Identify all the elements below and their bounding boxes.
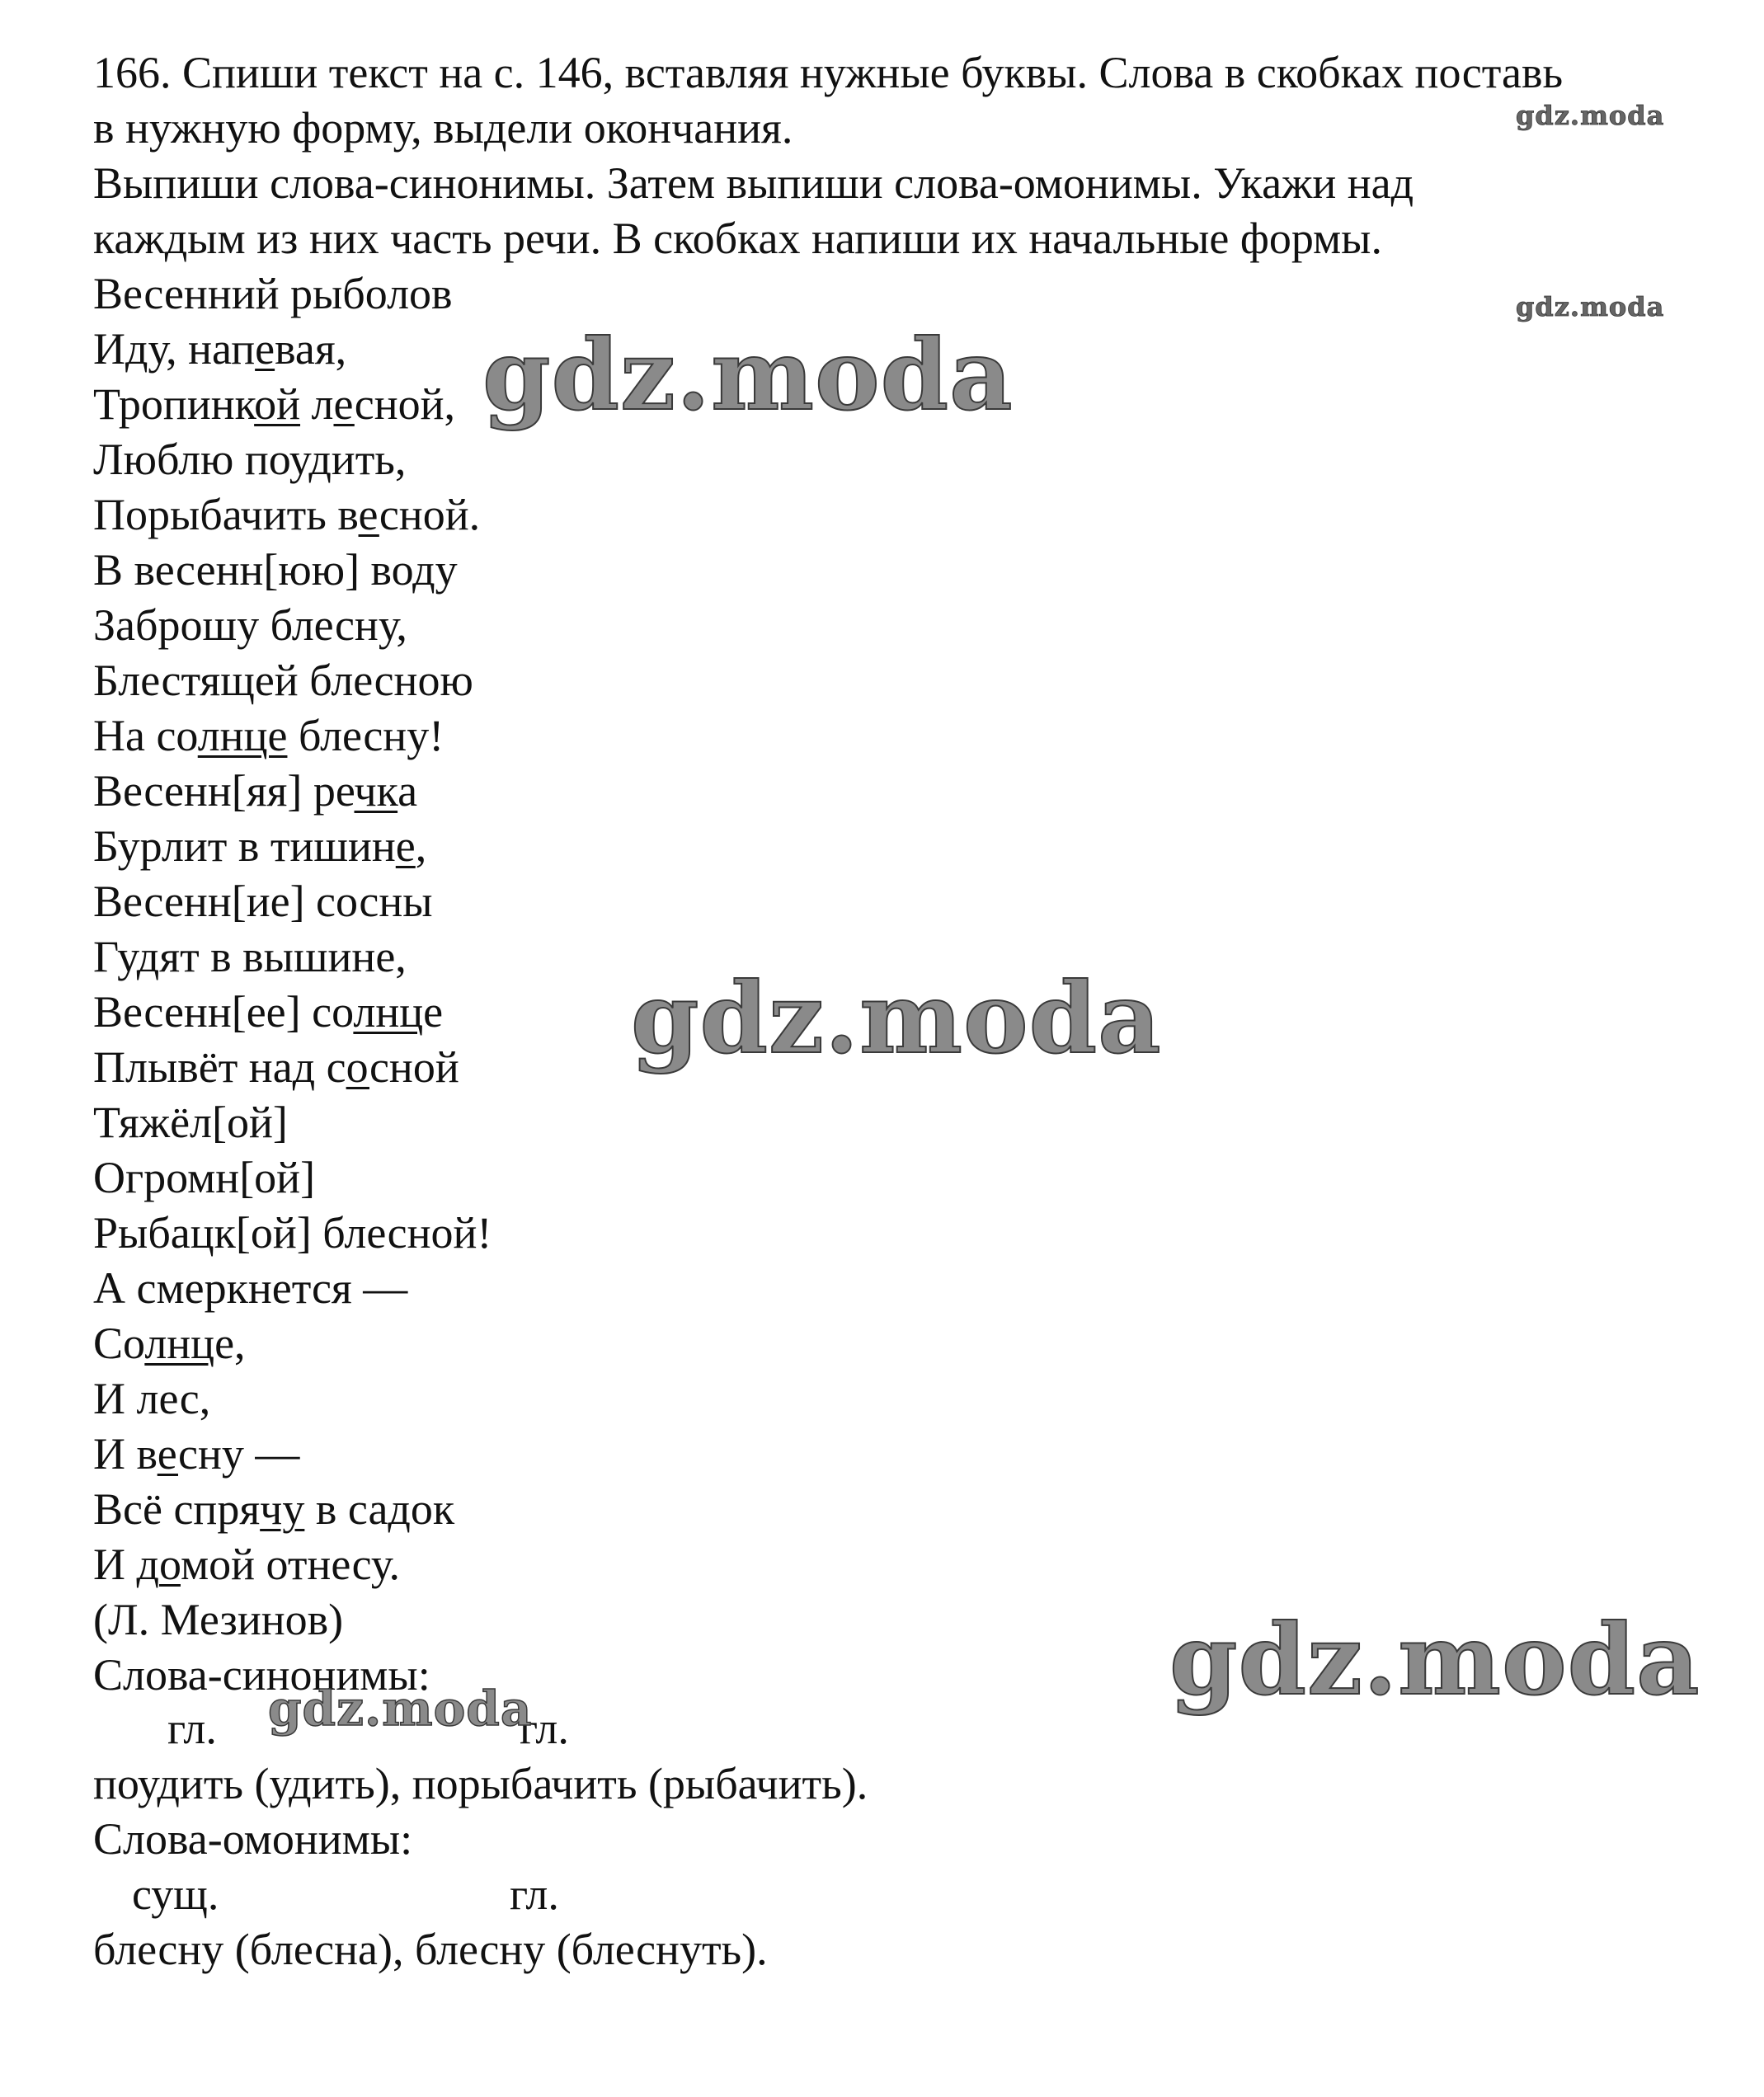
text-segment: сной, xyxy=(354,379,456,429)
text-segment: Люблю поудить, xyxy=(93,435,407,484)
text-segment: вая, xyxy=(275,324,347,374)
text-segment: е, xyxy=(214,1319,246,1368)
poem-line xyxy=(93,1261,407,1315)
poem-line xyxy=(93,487,480,542)
text-segment: В весенн[юю] воду xyxy=(93,545,458,595)
text-segment: И лес, xyxy=(93,1374,211,1423)
text-segment: , xyxy=(415,821,427,871)
part-of-speech-label: гл. xyxy=(520,1704,569,1753)
poem-line xyxy=(93,708,444,763)
text-segment: Весенн[ие] сосны xyxy=(93,877,433,926)
homonyms-label: Слова-омонимы: xyxy=(93,1814,413,1864)
poem-line xyxy=(93,377,455,431)
text-segment: Порыбачить в xyxy=(93,490,359,539)
underlined-segment: е xyxy=(157,1429,178,1479)
text-segment: Гудят в вышине, xyxy=(93,932,407,981)
text-segment: блесну! xyxy=(287,711,445,760)
poem-line xyxy=(93,1316,246,1371)
text-segment: На со xyxy=(93,711,198,760)
poem-line xyxy=(93,929,407,984)
poem-line xyxy=(93,1095,288,1150)
underlined-segment: лнце xyxy=(197,711,288,760)
poem-author: (Л. Мезинов) xyxy=(93,1595,344,1644)
underlined-segment: о xyxy=(346,1042,369,1092)
underlined-segment: лнц xyxy=(353,987,424,1037)
text-segment: а xyxy=(397,766,418,816)
poem-line xyxy=(93,653,473,708)
poem-line xyxy=(93,598,407,652)
text-segment: е xyxy=(423,987,444,1037)
text-segment: Блестящей блесною xyxy=(93,656,473,705)
text-segment: Весенн[яя] ре xyxy=(93,766,355,816)
text-segment: Со xyxy=(93,1319,145,1368)
text-segment: Бурлит в тишин xyxy=(93,821,396,871)
poem-line xyxy=(93,1040,459,1094)
text-segment: Иду, нап xyxy=(93,324,256,374)
text-segment: И д xyxy=(93,1540,159,1589)
text-segment: л xyxy=(300,379,334,429)
synonyms-label: Слова-синонимы: xyxy=(93,1650,430,1700)
poem-title: Весенний рыболов xyxy=(93,269,453,318)
underlined-segment: е xyxy=(255,324,275,374)
text-segment: А смеркнется — xyxy=(93,1263,408,1313)
poem-line xyxy=(93,1482,454,1536)
watermark: gdz.moda xyxy=(1169,1602,1700,1717)
underlined-segment: чу xyxy=(260,1484,305,1534)
poem-line xyxy=(93,432,406,487)
text-segment: мой отнесу. xyxy=(180,1540,400,1589)
underlined-segment: е xyxy=(395,821,416,871)
part-of-speech-label: гл. xyxy=(167,1704,217,1753)
poem-line xyxy=(93,543,458,597)
text-segment: Весенн[ее] со xyxy=(93,987,354,1037)
watermark: gdz.moda xyxy=(631,961,1162,1075)
watermark: gdz.moda xyxy=(1516,100,1665,131)
poem-line xyxy=(93,874,433,929)
poem-line xyxy=(93,1537,400,1592)
task-line-3: Выпиши слова-синонимы. Затем выпиши слова-омонимы. Укажи над xyxy=(93,158,1414,208)
text-segment: сной xyxy=(369,1042,459,1092)
synonyms-answer: поудить (удить), порыбачить (рыбачить). xyxy=(93,1759,868,1808)
text-segment: Всё спря xyxy=(93,1484,261,1534)
poem-line xyxy=(93,764,417,818)
text-segment: Огромн[ой] xyxy=(93,1153,316,1202)
text-segment: Заброшу блесну, xyxy=(93,600,407,650)
task-line-1: 166. Спиши текст на с. 146, вставляя нужные буквы. Слова в скобках поставь xyxy=(93,48,1564,97)
text-segment: в садок xyxy=(304,1484,455,1534)
text-segment: сну — xyxy=(178,1429,300,1479)
text-segment: Тяжёл[ой] xyxy=(93,1098,288,1147)
poem-line xyxy=(93,1371,210,1426)
poem-line xyxy=(93,1427,299,1481)
task-line-2: в нужную форму, выдели окончания. xyxy=(93,103,793,153)
homonyms-answer: блесну (блесна), блесну (блеснуть). xyxy=(93,1925,768,1974)
underlined-segment: е xyxy=(333,379,355,429)
watermark: gdz.moda xyxy=(268,1681,533,1737)
text-segment: сной. xyxy=(379,490,481,539)
poem-line xyxy=(93,985,443,1039)
poem-line xyxy=(93,1150,315,1205)
part-of-speech-label: гл. xyxy=(510,1869,559,1919)
underlined-segment: лнц xyxy=(144,1319,215,1368)
task-line-4: каждым из них часть речи. В скобках напиши их начальные формы. xyxy=(93,214,1382,263)
part-of-speech-label: сущ. xyxy=(132,1869,219,1919)
watermark: gdz.moda xyxy=(1516,291,1665,322)
underlined-segment: о xyxy=(158,1540,181,1589)
text-segment: Рыбацк[ой] блесной! xyxy=(93,1208,492,1258)
poem-line xyxy=(93,819,426,873)
underlined-segment: е xyxy=(358,490,379,539)
underlined-segment: ой xyxy=(254,379,301,429)
text-segment: И в xyxy=(93,1429,158,1479)
text-segment: Тропинк xyxy=(93,379,255,429)
text-segment: Плывёт над с xyxy=(93,1042,346,1092)
poem-line xyxy=(93,1206,492,1260)
poem-line xyxy=(93,322,346,376)
underlined-segment: чк xyxy=(354,766,398,816)
watermark: gdz.moda xyxy=(482,317,1014,432)
